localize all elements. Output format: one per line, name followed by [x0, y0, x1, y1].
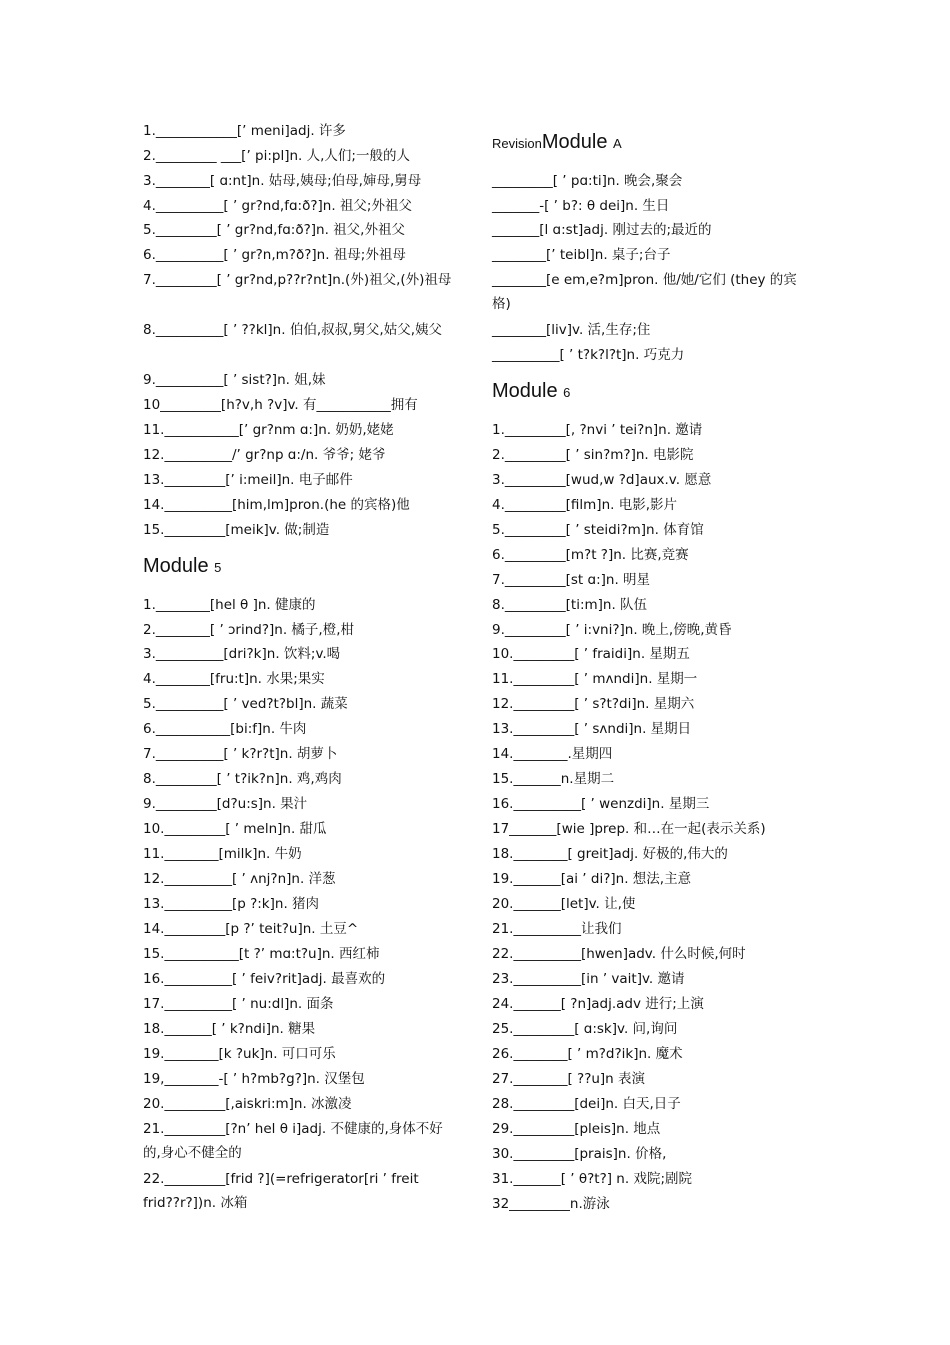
list-item: 12._________[ ’ s?t?di]n. 星期六 — [492, 696, 695, 712]
list-item: 23.__________[in ’ vait]v. 邀请 — [492, 971, 685, 987]
list-item: 19._______[ai ’ di?]n. 想法,主意 — [492, 871, 692, 887]
list-item: 10._________[ ’ meln]n. 甜瓜 — [143, 821, 327, 837]
list-item: 25._________[ ɑ:sk]v. 问,询问 — [492, 1021, 678, 1037]
list-item: 22._________[frid ?](=refrigerator[ri ’ freit frid??r?])n. 冰箱 — [143, 1171, 423, 1211]
list-item: 10._________[ ’ fraidi]n. 星期五 — [492, 646, 690, 662]
list-item: 30._________[prais]n. 价格, — [492, 1146, 667, 1162]
list-item: ________[’ teibl]n. 桌子;台子 — [492, 247, 671, 263]
module-number: 6 — [563, 385, 571, 400]
list-item: 4._________[film]n. 电影,影片 — [492, 497, 677, 513]
list-item: 15._________[meik]v. 做;制造 — [143, 522, 330, 538]
list-item: 7._________[ ’ gr?nd,p??r?nt]n.(外)祖父,(外)祖母 — [143, 272, 452, 288]
list-item: _________[ ’ pɑ:ti]n. 晚会,聚会 — [492, 173, 683, 189]
list-item: 1.____________[’ meni]adj. 许多 — [143, 123, 346, 139]
list-item: 6.___________[bi:f]n. 牛肉 — [143, 721, 307, 737]
list-item: 8._________[ti:m]n. 队伍 — [492, 597, 648, 613]
list-item: 6._________[m?t ?]n. 比赛,竞赛 — [492, 547, 689, 563]
list-item: 20._______[let]v. 让,使 — [492, 896, 636, 912]
module-letter: A — [613, 136, 622, 151]
list-item: 28._________[dei]n. 白天,日子 — [492, 1096, 681, 1112]
module-6-heading — [492, 380, 570, 403]
list-item: 21.__________让我们 — [492, 921, 622, 937]
list-item: 5._________[ ’ gr?nd,fɑ:ð?]n. 祖父,外祖父 — [143, 222, 405, 238]
list-item: 13.__________[p ?:k]n. 猪肉 — [143, 896, 320, 912]
list-item: 2._________[ ’ sin?m?]n. 电影院 — [492, 447, 694, 463]
list-item: ________[e em,e?m]pron. 他/她/它们 (they 的宾格) — [492, 272, 797, 312]
list-item: 32_________n.游泳 — [492, 1196, 610, 1212]
list-item: 4.________[fru:t]n. 水果;果实 — [143, 671, 325, 687]
list-item: 15.___________[t ?’ mɑ:t?u]n. 西红柿 — [143, 946, 380, 962]
list-item: 13._________[ ’ sʌndi]n. 星期日 — [492, 721, 692, 737]
revision-module-heading — [492, 131, 622, 154]
list-item: 11._________[ ’ mʌndi]n. 星期一 — [492, 671, 698, 687]
list-item: 13._________[’ i:meil]n. 电子邮件 — [143, 472, 353, 488]
list-item: 17_______[wie ]prep. 和…在一起(表示关系) — [492, 821, 766, 837]
list-item: 8.__________[ ’ ??kl]n. 伯伯,叔叔,舅父,姑父,姨父 — [143, 322, 442, 338]
list-item: ________[liv]v. 活,生存;住 — [492, 322, 651, 338]
list-item: 16.__________[ ’ wenzdi]n. 星期三 — [492, 796, 710, 812]
list-item: 14.________.星期四 — [492, 746, 613, 762]
module-word: Module — [492, 380, 558, 402]
list-item: 20._________[,aiskri:m]n. 冰激凌 — [143, 1096, 352, 1112]
list-item: __________[ ’ t?k?l?t]n. 巧克力 — [492, 347, 685, 363]
list-item: 16.__________[ ’ feiv?rit]adj. 最喜欢的 — [143, 971, 386, 987]
list-item: 11.___________[’ gr?nm ɑ:]n. 奶奶,姥姥 — [143, 422, 394, 438]
list-item: 7.__________[ ’ k?r?t]n. 胡萝卜 — [143, 746, 338, 762]
list-item: 19.________[k ?uk]n. 可口可乐 — [143, 1046, 336, 1062]
list-item: 14._________[p ?’ teit?u]n. 土豆^ — [143, 921, 359, 937]
list-item: 1._________[, ?nvi ’ tei?n]n. 邀请 — [492, 422, 703, 438]
list-item: 26.________[ ’ m?d?ik]n. 魔术 — [492, 1046, 683, 1062]
list-item: 19,________-[ ’ h?mb?g?]n. 汉堡包 — [143, 1071, 365, 1087]
module-5-heading — [143, 555, 221, 578]
list-item: 31._______[ ’ θ?t?] n. 戏院;剧院 — [492, 1171, 692, 1187]
list-item: 4.__________[ ’ gr?nd,fɑ:ð?]n. 祖父;外祖父 — [143, 198, 412, 214]
list-item: 22.__________[hwen]adv. 什么时候,何时 — [492, 946, 746, 962]
list-item: 12.__________[ ’ ʌnj?n]n. 洋葱 — [143, 871, 336, 887]
list-item: 8._________[ ’ t?ik?n]n. 鸡,鸡肉 — [143, 771, 342, 787]
list-item: _______-[ ’ b?: θ dei]n. 生日 — [492, 198, 670, 214]
list-item: 3.__________[dri?k]n. 饮料;v.喝 — [143, 646, 341, 662]
list-item: 9._________[d?u:s]n. 果汁 — [143, 796, 308, 812]
list-item: 24._______[ ?n]adj.adv 进行;上演 — [492, 996, 704, 1012]
list-item: 29._________[pleis]n. 地点 — [492, 1121, 661, 1137]
list-item: 18.________[ greit]adj. 好极的,伟大的 — [492, 846, 728, 862]
list-item: 5.__________[ ’ ved?t?bl]n. 蔬菜 — [143, 696, 348, 712]
list-item: 15._______n.星期二 — [492, 771, 615, 787]
list-item: 10_________[h?v,h ?v]v. 有___________拥有 — [143, 397, 418, 413]
list-item: 14.__________[him,lm]pron.(he 的宾格)他 — [143, 497, 410, 513]
revision-prefix: Revision — [492, 136, 542, 151]
list-item: 17.__________[ ’ nu:dl]n. 面条 — [143, 996, 334, 1012]
list-item: 3._________[wud,w ?d]aux.v. 愿意 — [492, 472, 712, 488]
module-number: 5 — [214, 560, 222, 575]
list-item: 1.________[hel θ ]n. 健康的 — [143, 597, 316, 613]
list-item: 2.________[ ’ ɔrind?]n. 橘子,橙,柑 — [143, 622, 355, 638]
module-word: Module — [541, 131, 608, 153]
list-item: 11.________[milk]n. 牛奶 — [143, 846, 302, 862]
list-item: 5._________[ ’ steidi?m]n. 体育馆 — [492, 522, 704, 538]
list-item: 18._______[ ’ k?ndi]n. 糖果 — [143, 1021, 316, 1037]
list-item: _______[l ɑ:st]adj. 刚过去的;最近的 — [492, 222, 712, 238]
module-word: Module — [143, 555, 209, 577]
list-item: 3.________[ ɑ:nt]n. 姑母,姨母;伯母,婶母,舅母 — [143, 173, 422, 189]
list-item: 9.__________[ ’ sist?]n. 姐,妹 — [143, 372, 326, 388]
list-item: 6.__________[ ’ gr?n,m?ð?]n. 祖母;外祖母 — [143, 247, 406, 263]
list-item: 21._________[?n’ hel θ i]adj. 不健康的,身体不好的,身心不健全的 — [143, 1121, 443, 1161]
list-item: 2._________ ___[’ pi:pl]n. 人,人们;一般的人 — [143, 148, 410, 164]
list-item: 27.________[ ??u]n 表演 — [492, 1071, 646, 1087]
list-item: 12.__________/’ gr?np ɑ:/n. 爷爷; 姥爷 — [143, 447, 386, 463]
list-item: 7._________[st ɑ:]n. 明星 — [492, 572, 651, 588]
list-item: 9._________[ ’ i:vni?]n. 晚上,傍晚,黄昏 — [492, 622, 732, 638]
